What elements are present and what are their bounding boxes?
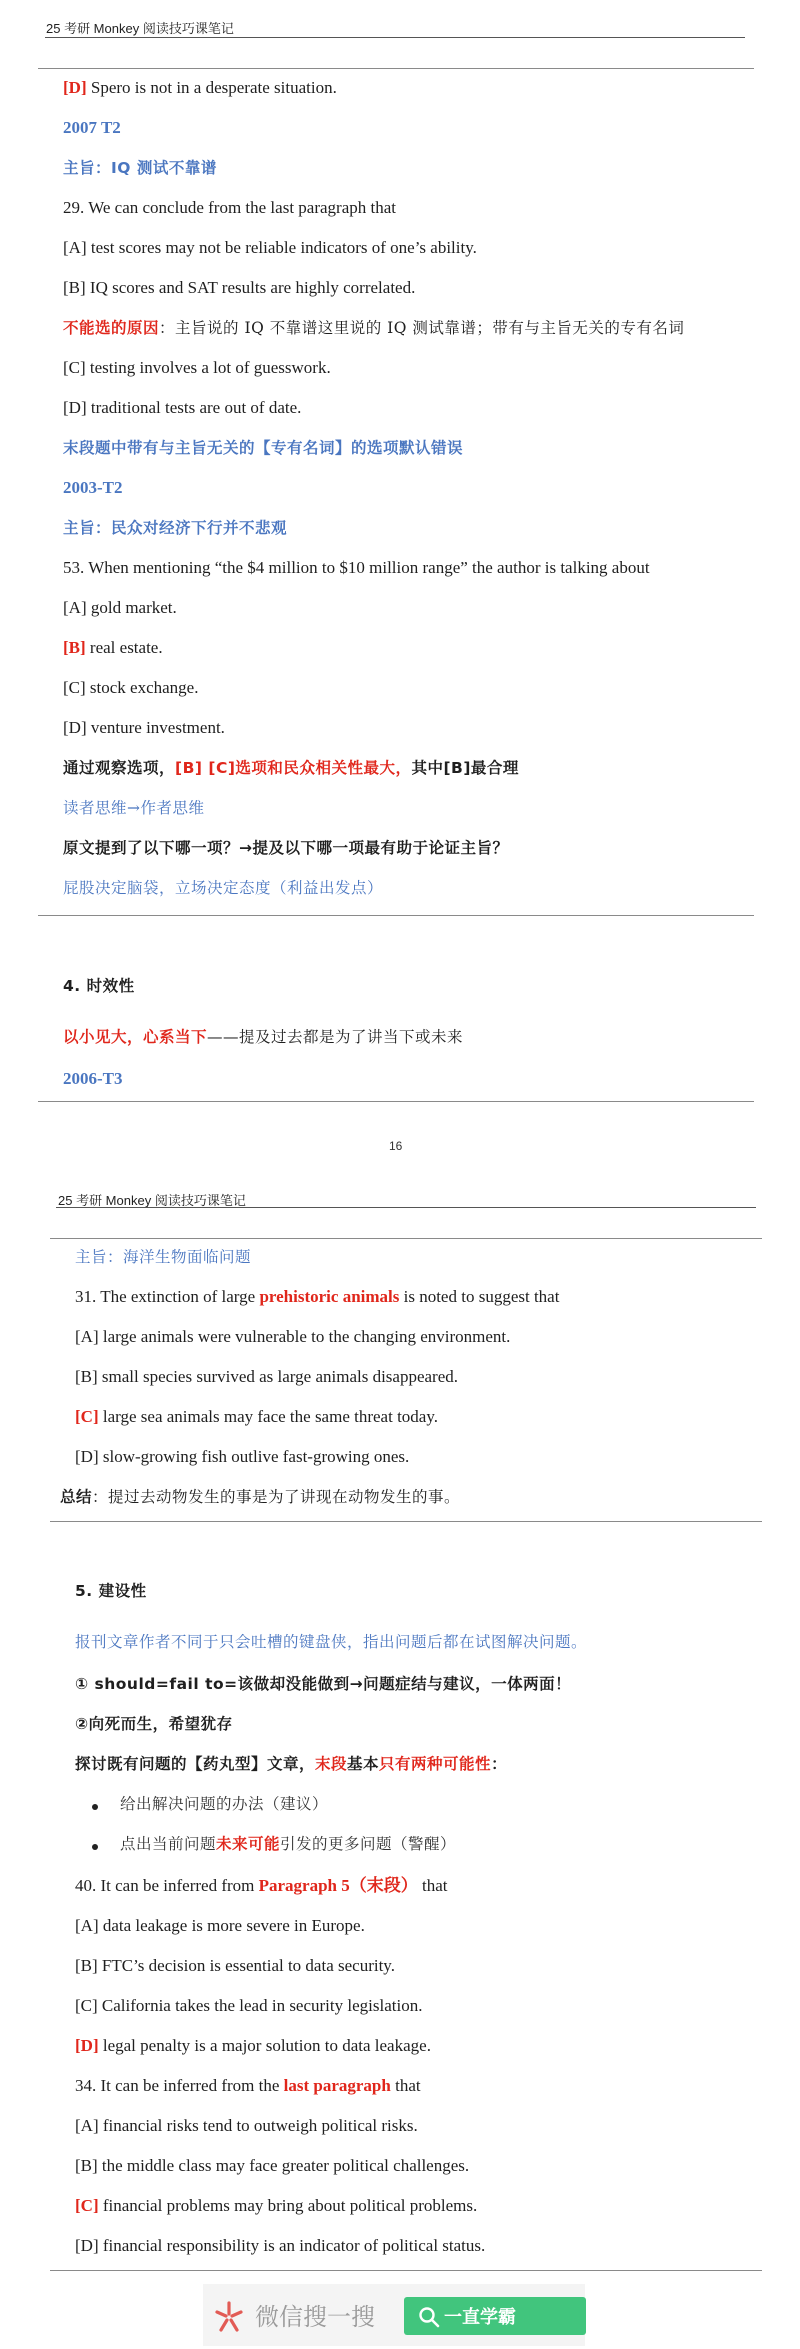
note-line: 读者思维→作者思维 <box>63 799 205 817</box>
summary-line: 总结：提过去动物发生的事是为了讲现在动物发生的事。 <box>60 1488 461 1506</box>
header-rule <box>56 1207 756 1208</box>
search-icon <box>418 2306 440 2328</box>
option-line: [C] California takes the lead in security legislation. <box>75 1996 423 2015</box>
answer-marker: [D] <box>75 2036 99 2055</box>
option-line: [D] venture investment. <box>63 718 225 737</box>
option-line: [C] financial problems may bring about political problems. <box>75 2196 478 2215</box>
note-line: ②向死而生，希望犹存 <box>75 1715 233 1733</box>
page-header: 25 考研 Monkey 阅读技巧课笔记 <box>58 1193 246 1208</box>
note-line: 原文提到了以下哪一项？→提及以下哪一项最有助于论证主旨？ <box>63 839 509 857</box>
answer-marker: [C] <box>75 1407 99 1426</box>
wechat-search-logo-icon <box>212 2300 246 2334</box>
header-rule <box>45 37 745 38</box>
note-line: ① should=fail to=该做却没能做到→问题症结与建议，一体两面！ <box>75 1675 572 1693</box>
page-number: 16 <box>389 1139 403 1153</box>
option-line: [A] large animals were vulnerable to the changing environment. <box>75 1327 511 1346</box>
divider <box>38 68 754 69</box>
option-line: [D] Spero is not in a desperate situation. <box>63 78 337 97</box>
question-stem: 31. The extinction of large prehistoric animals is noted to suggest that <box>75 1287 560 1306</box>
question-stem: 53. When mentioning “the $4 million to $10 million range” the author is talking about <box>63 558 650 577</box>
page-header: 25 考研 Monkey 阅读技巧课笔记 <box>46 21 234 36</box>
watermark-text: 微信搜一搜 <box>255 2303 375 2331</box>
divider <box>38 915 754 916</box>
option-line: [C] stock exchange. <box>63 678 199 697</box>
bullet-item: 给出解决问题的办法（建议） <box>120 1795 329 1813</box>
note-line: 报刊文章作者不同于只会吐槽的键盘侠，指出问题后都在试图解决问题。 <box>75 1633 588 1651</box>
divider <box>50 1521 762 1522</box>
option-line: [D] legal penalty is a major solution to data leakage. <box>75 2036 431 2055</box>
question-stem: 34. It can be inferred from the last paragraph that <box>75 2076 421 2095</box>
divider <box>38 1101 754 1102</box>
option-line: [B] real estate. <box>63 638 163 657</box>
question-stem: 29. We can conclude from the last paragraph that <box>63 198 396 217</box>
main-idea: 主旨：民众对经济下行并不悲观 <box>63 519 288 537</box>
note-line: 以小见大，心系当下——提及过去都是为了讲当下或未来 <box>63 1028 464 1046</box>
rule-note: 末段题中带有与主旨无关的【专有名词】的选项默认错误 <box>63 439 464 457</box>
search-button-label: 一直学霸 <box>444 2307 516 2328</box>
divider <box>50 2270 762 2271</box>
option-line: [D] traditional tests are out of date. <box>63 398 302 417</box>
bullet-dot <box>92 1804 98 1810</box>
answer-marker: [B] <box>63 638 86 657</box>
section-heading: 4. 时效性 <box>63 977 135 995</box>
question-stem: 40. It can be inferred from Paragraph 5（末段） that <box>75 1876 448 1895</box>
note-line: 探讨既有问题的【药丸型】文章，末段基本只有两种可能性： <box>75 1755 508 1773</box>
option-line: [A] data leakage is more severe in Europe. <box>75 1916 365 1935</box>
section-year: 2003-T2 <box>63 478 123 497</box>
option-line: [B] small species survived as large animals disappeared. <box>75 1367 459 1386</box>
note-line: 屁股决定脑袋，立场决定态度（利益出发点） <box>63 879 384 897</box>
note-line: 不能选的原因：主旨说的 IQ 不靠谱这里说的 IQ 测试靠谱；带有与主旨无关的专有名词 <box>63 319 685 337</box>
option-line: [B] FTC’s decision is essential to data security. <box>75 1956 395 1975</box>
answer-marker: [C] <box>75 2196 99 2215</box>
option-line: [B] IQ scores and SAT results are highly correlated. <box>63 278 416 297</box>
analysis-line: 通过观察选项，[B] [C]选项和民众相关性最大，其中[B]最合理 <box>63 759 519 777</box>
section-heading: 5. 建设性 <box>75 1582 147 1600</box>
main-idea: 主旨：IQ 测试不靠谱 <box>63 159 217 177</box>
option-line: [A] financial risks tend to outweigh political risks. <box>75 2116 418 2135</box>
option-line: [A] test scores may not be reliable indicators of one’s ability. <box>63 238 477 257</box>
option-line: [C] testing involves a lot of guesswork. <box>63 358 331 377</box>
divider <box>50 1238 762 1239</box>
option-line: [D] financial responsibility is an indicator of political status. <box>75 2236 486 2255</box>
option-line: [B] the middle class may face greater political challenges. <box>75 2156 470 2175</box>
section-year: 2007 T2 <box>63 118 121 137</box>
option-line: [D] slow-growing fish outlive fast-growing ones. <box>75 1447 410 1466</box>
bullet-dot <box>92 1844 98 1850</box>
option-line: [A] gold market. <box>63 598 177 617</box>
option-line: [C] large sea animals may face the same threat today. <box>75 1407 438 1426</box>
answer-marker: [D] <box>63 78 87 97</box>
bullet-item: 点出当前问题未来可能引发的更多问题（警醒） <box>120 1835 457 1853</box>
section-year: 2006-T3 <box>63 1069 123 1088</box>
main-idea: 主旨：海洋生物面临问题 <box>75 1248 252 1266</box>
